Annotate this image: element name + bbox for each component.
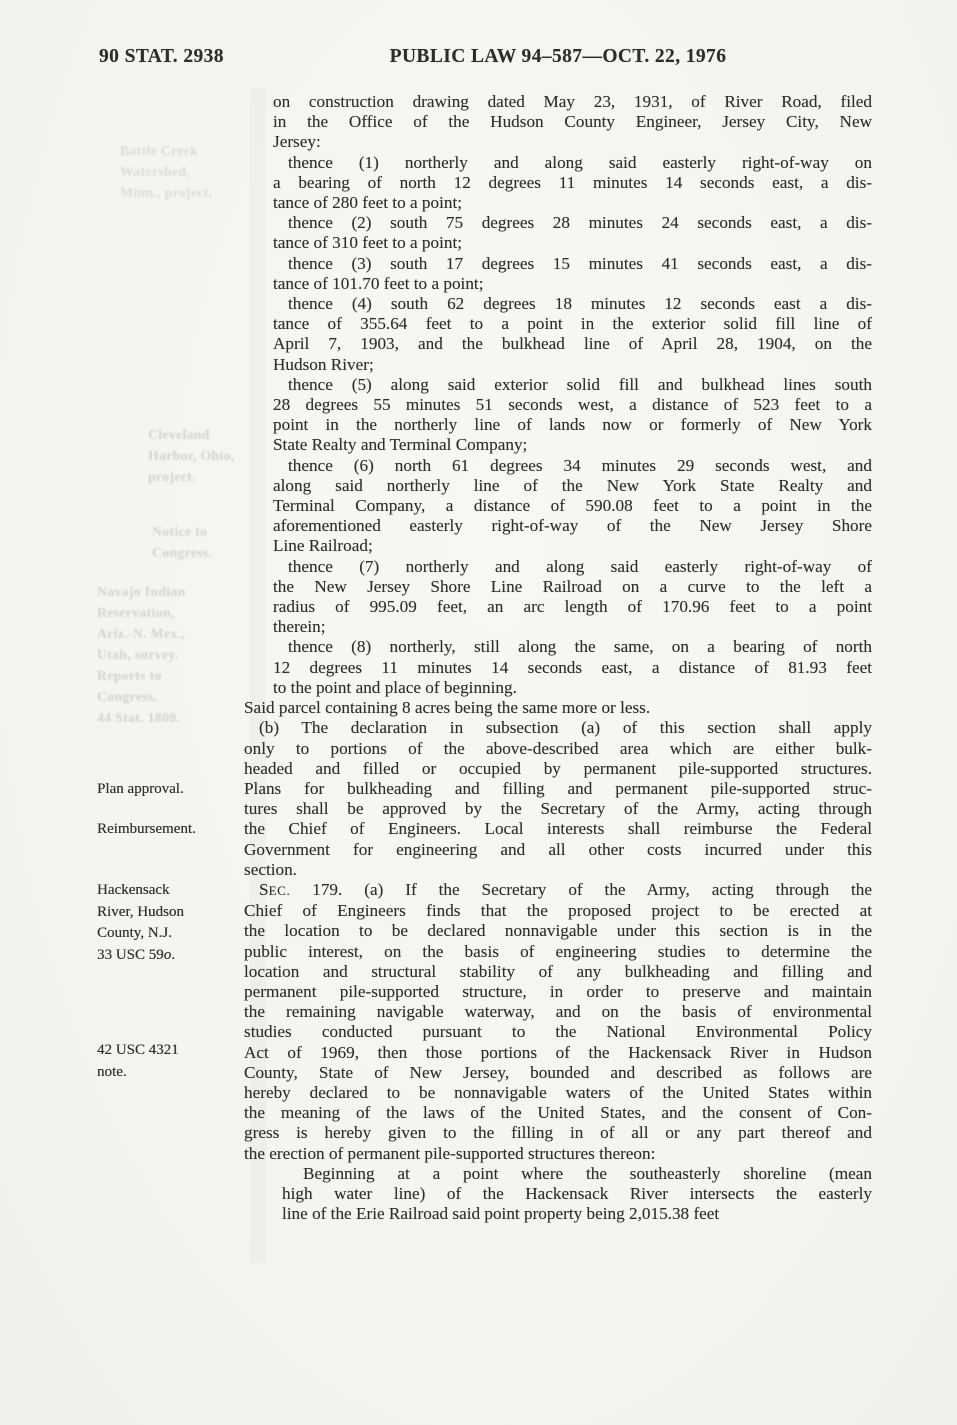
sec-179-heading-line <box>244 880 872 901</box>
text-line: to the point and place of beginning. <box>273 677 517 697</box>
text-line: thence (5) along said exterior solid fill and bulkhead lines south <box>288 374 872 394</box>
text-line: permanent pile-supported structure, in order to preserve and maintain <box>244 981 872 1001</box>
text-line: tance of 310 feet to a point; <box>273 233 462 253</box>
text-line: Cleveland <box>148 427 210 442</box>
text-line: on construction drawing dated May 23, 1931, of River Road, filed <box>273 92 872 111</box>
text-line: Line Railroad; <box>273 536 373 556</box>
text-line: Reservation, <box>97 605 175 620</box>
text-line: Ariz.-N. Mex., <box>97 626 186 641</box>
sec-179-body-lines <box>244 901 872 1164</box>
text-line: Act of 1969, then those portions of the Hackensack River in Hudson <box>244 1042 872 1062</box>
text-line: Hudson River; <box>273 354 374 374</box>
paragraph-subsection-b <box>244 718 872 880</box>
text-line: Chief of Engineers finds that the proposed project to be erected at <box>244 901 872 921</box>
text-line: Jersey: <box>273 132 321 152</box>
text-line: note. <box>97 1063 127 1080</box>
text-line: April 7, 1903, and the bulkhead line of April 28, 1904, on the <box>273 334 872 354</box>
margin-note-reimbursement: Reimbursement. <box>97 821 196 837</box>
text-line: high water line) of the Hackensack River intersects the easterly <box>282 1183 872 1203</box>
bleed-through-text <box>152 521 212 563</box>
text-line: Harbor, Ohio, <box>148 448 235 463</box>
usc-citation-pre: 33 USC 59 <box>97 946 164 963</box>
text-line: project. <box>148 469 196 484</box>
text-line: gress is hereby given to the filling in of all or any part thereof and <box>244 1123 872 1143</box>
text-line: public interest, on the basis of engineering studies to determine the <box>244 941 872 961</box>
page-stat-number: 90 STAT. 2938 <box>99 46 224 67</box>
text-line: radius of 995.09 feet, an arc length of 170.96 feet to a point <box>273 597 872 617</box>
text-line: Watershed, <box>120 164 191 179</box>
text-line: Plans for bulkheading and filling and permanent pile-supported struc- <box>244 778 872 798</box>
text-line: Congress. <box>152 545 213 560</box>
paragraph-thence-1 <box>244 153 872 214</box>
text-line: thence (2) south 75 degrees 28 minutes 24 seconds east, a dis- <box>288 213 872 233</box>
text-line: the Chief of Engineers. Local interests shall reimburse the Federal <box>244 819 872 839</box>
text-line: hereby declared to be nonnavigable waters of the United States within <box>244 1082 872 1102</box>
text-line: Government for engineering and all other costs incurred under this <box>244 839 872 859</box>
usc-citation <box>97 945 247 967</box>
paragraph-beginning-point <box>244 1164 872 1225</box>
text-line: the New Jersey Shore Line Railroad on a curve to the left a <box>273 576 872 596</box>
text-line: Reports to <box>97 668 162 683</box>
text-line: County, State of New Jersey, bounded and described as follows are <box>244 1062 872 1082</box>
bleed-through-text <box>148 424 235 487</box>
sec-179-heading-rest: 179. (a) If the Secretary of the Army, acting through the <box>290 879 872 899</box>
text-line: tance of 101.70 feet to a point; <box>273 273 484 293</box>
text-line: the erection of permanent pile-supported structures thereon: <box>244 1143 656 1163</box>
page-running-title: PUBLIC LAW 94–587—OCT. 22, 1976 <box>389 46 727 67</box>
paragraph-thence-8 <box>244 637 872 698</box>
text-line: thence (7) northerly and along said easterly right-of-way of <box>288 556 872 576</box>
text-line: thence (3) south 17 degrees 15 minutes 41 seconds east, a dis- <box>288 253 872 273</box>
text-line: therein; <box>273 617 326 637</box>
margin-note-usc-4321 <box>97 1040 247 1083</box>
paragraph-thence-2 <box>244 213 872 253</box>
text-line: County, N.J. <box>97 925 172 941</box>
text-line: along said northerly line of the New York State Realty and <box>273 475 872 495</box>
text-line: 12 degrees 11 minutes 14 seconds east, a distance of 81.93 feet <box>273 657 872 677</box>
text-line: Hackensack <box>97 882 170 898</box>
text-line: Battle Creek <box>120 143 199 158</box>
text-line: Terminal Company, a distance of 590.08 feet to a point in the <box>273 496 872 516</box>
paragraph-said-parcel <box>244 698 872 718</box>
sec-label-cap: S <box>259 879 269 899</box>
text-line: tance of 280 feet to a point; <box>273 193 462 213</box>
text-line: 42 USC 4321 <box>97 1042 179 1058</box>
text-line: headed and filled or occupied by permanent pile-supported structures. <box>244 758 872 778</box>
text-line: in the Office of the Hudson County Engineer, Jersey City, New <box>273 112 872 132</box>
text-line: Notice to <box>152 524 208 539</box>
text-line: a bearing of north 12 degrees 11 minutes 14 seconds east, a dis- <box>273 172 872 192</box>
text-line: 28 degrees 55 minutes 51 seconds west, a distance of 523 feet to a <box>273 395 872 415</box>
paragraph-thence-7 <box>244 557 872 638</box>
usc-citation-post: . <box>171 946 175 963</box>
text-line: Utah, survey. <box>97 647 179 662</box>
text-line: line of the Erie Railroad said point property being 2,015.38 feet <box>282 1204 720 1224</box>
bleed-through-text <box>120 140 212 203</box>
body-text-column <box>244 92 872 1224</box>
text-line: only to portions of the above-described area which are either bulk- <box>244 738 872 758</box>
text-line: section. <box>244 859 297 879</box>
text-line: State Realty and Terminal Company; <box>273 435 528 455</box>
text-line: Beginning at a point where the southeasterly shoreline (mean <box>303 1163 872 1183</box>
paragraph-intro-construction <box>244 92 872 153</box>
text-line: the remaining navigable waterway, and on the basis of environmental <box>244 1002 872 1022</box>
usc-citation-italic: o <box>163 946 172 963</box>
text-line: aforementioned easterly right-of-way of the New Jersey Shore <box>273 516 872 536</box>
text-line: studies conducted pursuant to the National Environmental Policy <box>244 1022 872 1042</box>
text-line: Said parcel containing 8 acres being the same more or less. <box>244 698 651 718</box>
margin-note-hackensack <box>97 880 247 966</box>
text-line: the location to be declared nonnavigable under this section is in the <box>244 921 872 941</box>
paragraph-sec-179 <box>244 880 872 1164</box>
text-line: 44 Stat. 1800. <box>97 710 181 725</box>
margin-note-plan-approval: Plan approval. <box>97 781 184 797</box>
paragraph-thence-3 <box>244 254 872 294</box>
text-line: point in the northerly line of lands now or formerly of New York <box>273 415 872 435</box>
text-line: (b) The declaration in subsection (a) of this section shall apply <box>259 718 872 738</box>
margin-note-lines <box>97 880 247 945</box>
text-line: Minn., project. <box>120 185 213 200</box>
text-line: the meaning of the laws of the United States, and the consent of Con- <box>244 1103 872 1123</box>
text-line: River, Hudson <box>97 903 184 920</box>
paragraph-thence-4 <box>244 294 872 375</box>
paragraph-thence-5 <box>244 375 872 456</box>
text-line: tures shall be approved by the Secretary of the Army, acting through <box>244 799 872 819</box>
text-line: tance of 355.64 feet to a point in the exterior solid fill line of <box>273 314 872 334</box>
text-line: Navajo Indian <box>97 584 186 599</box>
text-line: thence (6) north 61 degrees 34 minutes 29 seconds west, and <box>288 455 872 475</box>
text-line: thence (1) northerly and along said easterly right-of-way on <box>288 152 872 172</box>
sec-label-smallcaps: EC. <box>268 882 291 898</box>
bleed-through-text <box>97 581 186 728</box>
text-line: location and structural stability of any bulkheading and filling and <box>244 961 872 981</box>
text-line: thence (8) northerly, still along the same, on a bearing of north <box>288 637 872 657</box>
paragraph-thence-6 <box>244 456 872 557</box>
text-line: thence (4) south 62 degrees 18 minutes 12 seconds east a dis- <box>288 294 872 314</box>
text-line: Congress. <box>97 689 158 704</box>
